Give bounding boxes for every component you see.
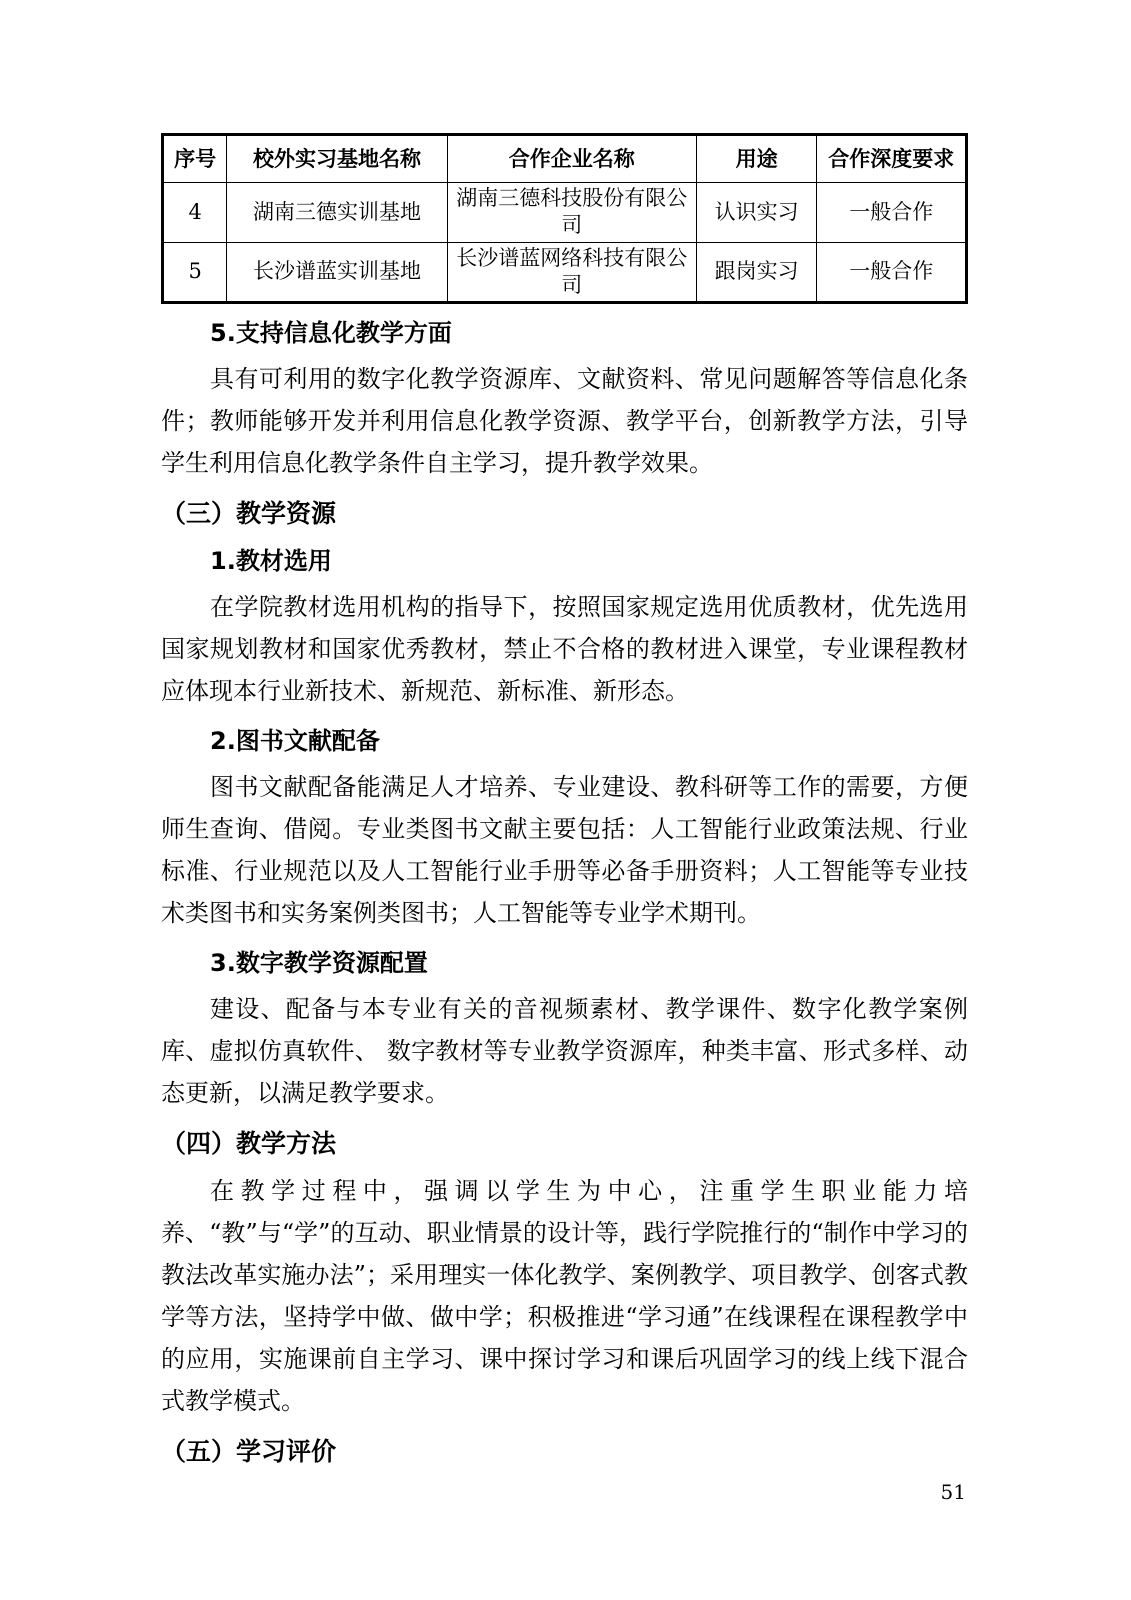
page-number: 51 — [940, 1480, 966, 1505]
header-cell-company: 合作企业名称 — [447, 135, 696, 183]
header-cell-usage: 用途 — [696, 135, 817, 183]
table-row — [163, 242, 967, 303]
heading-teaching-resources: （三）教学资源 — [161, 499, 337, 529]
header-cell-depth: 合作深度要求 — [817, 135, 967, 183]
paragraph-info-teaching: 具有可利用的数字化教学资源库、文献资料、常见问题解答等信息化条件；教师能够开发并利用信息化教学资源、教学平台，创新教学方法，引导学生利用信息化教学条件自主学习，提升教学效果。 — [161, 365, 968, 478]
table-header-row — [163, 135, 967, 183]
heading-library-provision: 2.图书文献配备 — [210, 727, 380, 756]
cell-company: 长沙谱蓝网络科技有限公司 — [447, 242, 696, 303]
page-content — [161, 133, 968, 1504]
heading-teaching-methods: （四）教学方法 — [161, 1129, 337, 1159]
header-cell-index: 序号 — [163, 135, 227, 183]
cell-depth: 一般合作 — [817, 242, 967, 303]
cell-index: 5 — [163, 242, 227, 303]
training-base-table — [161, 133, 968, 304]
cell-base-name: 湖南三德实训基地 — [227, 183, 447, 243]
paragraph-library-provision: 图书文献配备能满足人才培养、专业建设、教科研等工作的需要，方便师生查询、借阅。专业类图书文献主要包括：人工智能行业政策法规、行业标准、行业规范以及人工智能行业手册等必备手册资料；人工智能等专业技术类图书和实务案例类图书；人工智能等专业学术期刊。 — [161, 773, 968, 928]
table-row — [163, 183, 967, 243]
heading-digital-resources: 3.数字教学资源配置 — [210, 949, 428, 978]
cell-depth: 一般合作 — [817, 183, 967, 243]
header-cell-base-name: 校外实习基地名称 — [227, 135, 447, 183]
heading-info-teaching: 5.支持信息化教学方面 — [210, 319, 452, 348]
cell-index: 4 — [163, 183, 227, 243]
paragraph-textbook-selection: 在学院教材选用机构的指导下，按照国家规定选用优质教材，优先选用国家规划教材和国家优秀教材，禁止不合格的教材进入课堂，专业课程教材应体现本行业新技术、新规范、新标准、新形态。 — [161, 593, 968, 706]
paragraph-teaching-methods: 在教学过程中，强调以学生为中心，注重学生职业能力培养、“教”与“学”的互动、职业情景的设计等，践行学院推行的“制作中学习的教法改革实施办法”；采用理实一体化教学、案例教学、项目教学、创客式教学等方法，坚持学中做、做中学；积极推进“学习通”在线课程在课程教学中的应用，实施课前自主学习、课中探讨学习和课后巩固学习的线上线下混合式教学模式。 — [161, 1177, 968, 1416]
paragraph-digital-resources: 建设、配备与本专业有关的音视频素材、教学课件、数字化教学案例库、虚拟仿真软件、 数字教材等专业教学资源库，种类丰富、形式多样、动态更新，以满足教学要求。 — [161, 995, 968, 1108]
heading-learning-evaluation: （五）学习评价 — [161, 1437, 337, 1467]
cell-usage: 跟岗实习 — [696, 242, 817, 303]
cell-company: 湖南三德科技股份有限公司 — [447, 183, 696, 243]
cell-usage: 认识实习 — [696, 183, 817, 243]
cell-base-name: 长沙谱蓝实训基地 — [227, 242, 447, 303]
heading-textbook-selection: 1.教材选用 — [210, 547, 332, 576]
